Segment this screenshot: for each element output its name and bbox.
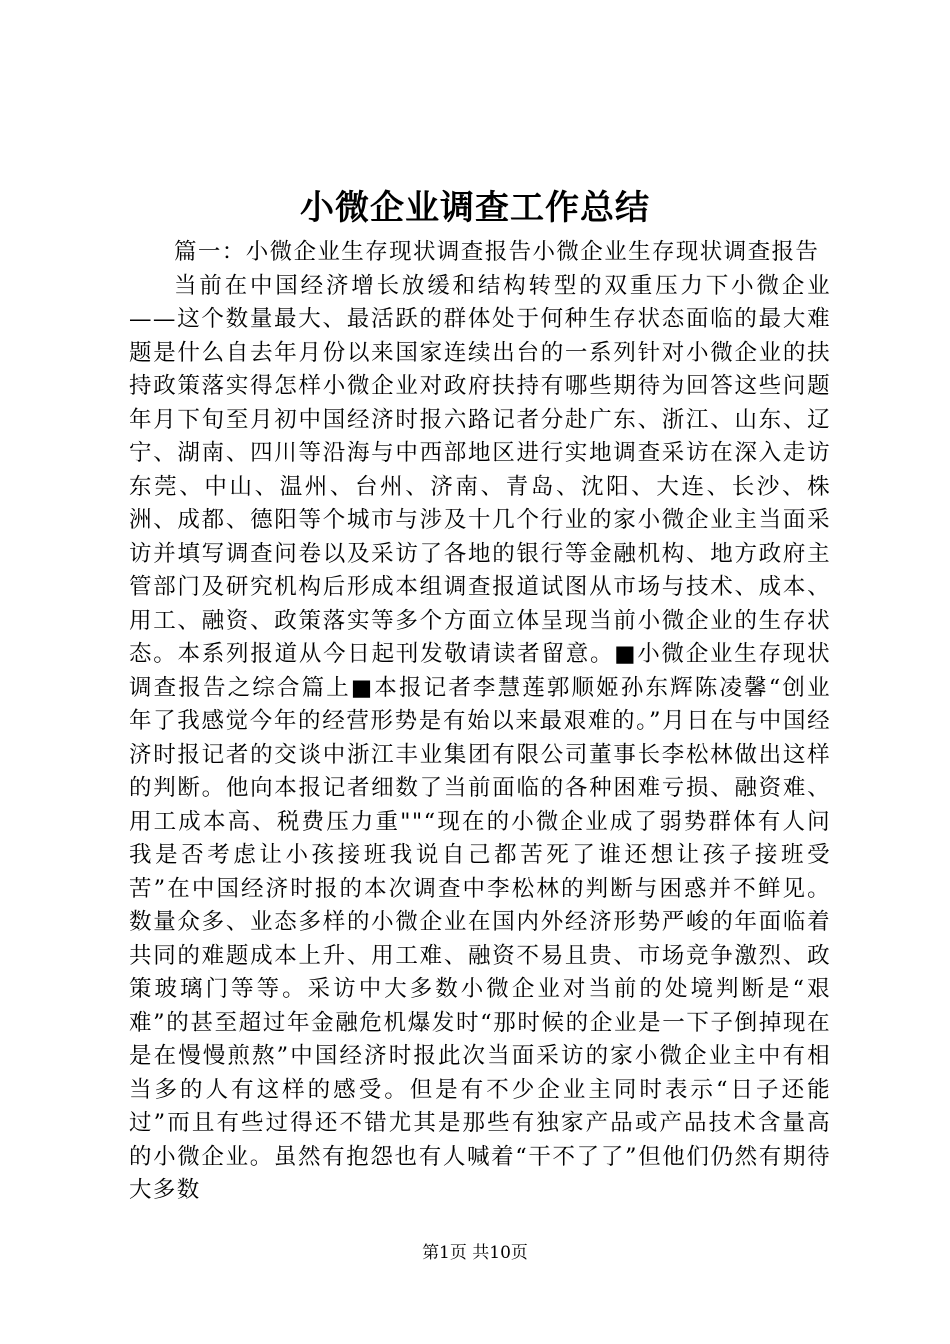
paragraph-heading: 篇一：小微企业生存现状调查报告小微企业生存现状调查报告	[174, 239, 820, 265]
paragraph-main: 当前在中国经济增长放缓和结构转型的双重压力下小微企业——这个数量最大、最活跃的群体处于何种生存状态面临的最大难题是什么自去年月份以来国家连续出台的一系列针对小微企业的扶持政策落实得怎样小微企业对政府扶持有哪些期待为回答这些问题年月下旬至月初中国经济时报六路记者分赴广东、浙江、山东、辽宁、湖南、四川等沿海与中西部地区进行实地调查采访在深入走访东莞、中山、温州、台州、济南、青岛、沈阳、大连、长沙、株洲、成都、德阳等个城市与涉及十几个行业的家小微企业主当面采访并填写调查问卷以及采访了各地的银行等金融机构、地方政府主管部门及研究机构后形成本组调查报道试图从市场与技术、成本、用工、融资、政策落实等多个方面立体呈现当前小微企业的生存状态。本系列报道从今日起刊发敬请读者留意。■小微企业生存现状调查报告之综合篇上■本报记者李慧莲郭顺姬孙东辉陈凌馨“创业年了我感觉今年的经营形势是有始以来最艰难的。”月日在与中国经济时报记者的交谈中浙江丰业集团有限公司董事长李松林做出这样的判断。他向本报记者细数了当前面临的各种困难亏损、融资难、用工成本高、税费压力重""“现在的小微企业成了弱势群体有人问我是否考虑让小孩接班我说自己都苦死了谁还想让孩子接班受苦”在中国经济时报的本次调查中李松林的判断与困惑并不鲜见。数量众多、业态多样的小微企业在国内外经济形势严峻的年面临着共同的难题成本上升、用工难、融资不易且贵、市场竞争激烈、政策玻璃门等等。采访中大多数小微企业对当前的处境判断是“艰难”的甚至超过年金融危机爆发时“那时候的企业是一下子倒掉现在是在慢慢煎熬”中国经济时报此次当面采访的家小微企业主中有相当多的人有这样的感受。但是有不少企业主同时表示“日子还能过”而且有些过得还不错尤其是那些有独家产品或产品技术含量高的小微企业。虽然有抱怨也有人喊着“干不了了”但他们仍然有期待大多数	[129, 272, 831, 1203]
document-title: 小微企业调查工作总结	[300, 188, 650, 228]
page-number-footer: 第1页 共10页	[422, 1243, 528, 1263]
document-body	[129, 236, 831, 1208]
